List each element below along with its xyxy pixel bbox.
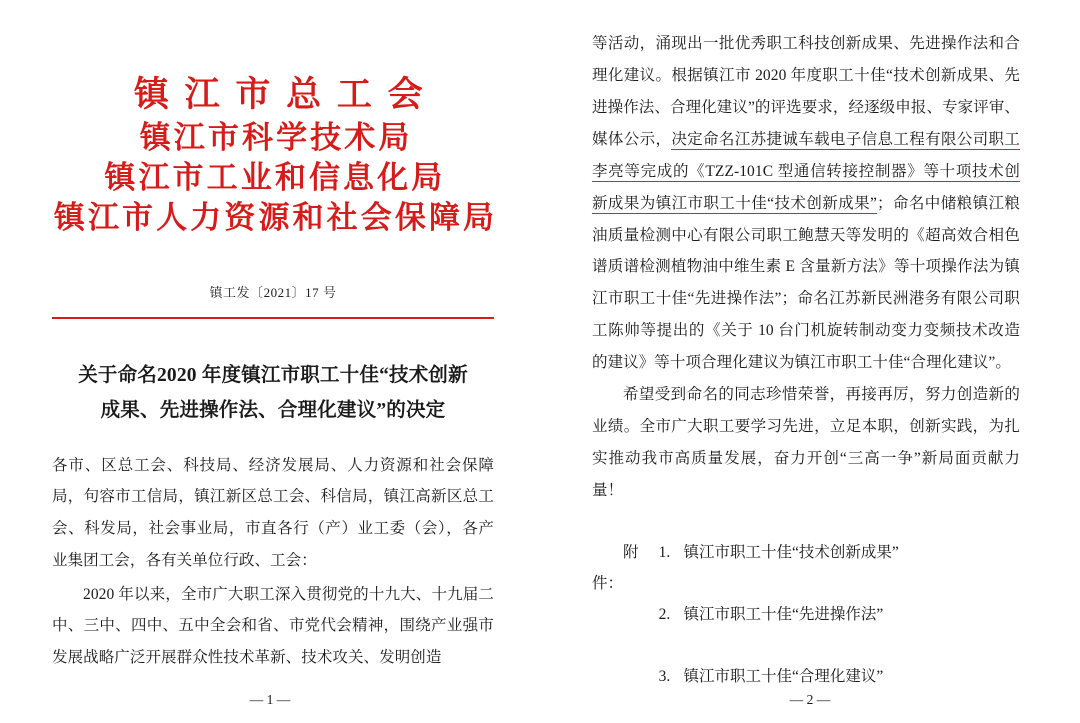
page-left <box>0 0 540 716</box>
letterhead-line-4: 镇江市人力资源和社会保障局 <box>53 200 498 236</box>
page-title <box>52 359 494 427</box>
attachment-item <box>592 599 1020 661</box>
red-divider <box>52 317 494 319</box>
body-paragraph-2-cont: ；命名中储粮镇江粮油质量检测中心有限公司职工鲍慧天等发明的《超高效合相色谱质谱检测植物油中维生素 E 含量新方法》等十项操作法为镇江市职工十佳“先进操作法”；命名江苏新民洲港务有限公司职工陈帅等提出的《关于 10 台门机旋转制动变力变频技术改造的建议》等十项合理化建议为镇江市职工十佳“合理化建议”。 <box>592 194 1021 372</box>
body-paragraph-3: 希望受到命名的同志珍惜荣誉，再接再厉，努力创造新的业绩。全市广大职工要学习先进，立足本职，创新实践，为扎实推动我市高质量发展，奋力开创“三高一争”新局面贡献力量！ <box>592 386 1020 499</box>
attachment-text: 镇江市职工十佳“合理化建议” <box>683 667 884 685</box>
letterhead <box>52 72 498 238</box>
attachment-number: 3. <box>658 667 671 685</box>
attachment-text: 镇江市职工十佳“技术创新成果” <box>683 543 899 561</box>
attachment-number: 1. <box>658 543 671 561</box>
body-paragraph-2-text: 等活动，涌现出一批优秀职工科技创新成果、先进操作法和合理化建议。根据镇江市 2020 年度职工十佳“技术创新成果、先进操作法、合理化建议”的评选要求，经逐级申报、专家评审、媒体公示， <box>592 35 1020 148</box>
letterhead-line-3: 镇江市工业和信息化局 <box>104 159 446 195</box>
attachment-item <box>592 537 1020 599</box>
document-number: 镇工发〔2021〕17 号 <box>209 285 337 301</box>
addressee-paragraph: 各市、区总工会、科技局、经济发展局、人力资源和社会保障局，句容市工信局，镇江新区总工会、科信局，镇江高新区总工会、科发局，社会事业局，市直各行（产）业工委（会），各产业集团工会，各有关单位行政、工会： <box>52 456 494 569</box>
body-paragraph-1: 2020 年以来，全市广大职工深入贯彻党的十九大、十九届二中、三中、四中、五中全会和省、市党代会精神，围绕产业强市发展战略广泛开展群众性技术革新、技术攻关、发明创造 <box>52 585 494 667</box>
page-number-right: — 2 — <box>789 692 831 707</box>
attachment-text: 镇江市职工十佳“先进操作法” <box>683 605 884 623</box>
page-number-left: — 1 — <box>249 692 291 707</box>
letterhead-line-1: 镇 江 市 总 工 会 <box>133 75 427 114</box>
page-right <box>540 0 1080 716</box>
attachment-label: 附件： <box>592 543 639 592</box>
page-title-line-1: 关于命名2020 年度镇江市职工十佳“技术创新 <box>78 365 468 387</box>
body-paragraph-2 <box>592 28 1020 379</box>
page-title-line-2: 成果、先进操作法、合理化建议”的决定 <box>100 399 446 421</box>
letterhead-line-2: 镇江市科学技术局 <box>139 119 413 155</box>
highlighted-passage: 决定命名江苏捷诚车载电子信息工程有限公司职工李亮等完成的《TZZ-101C 型通信转接控制器》等十项技术创新成果为镇江市职工十佳“技术创新成果” <box>592 130 1020 212</box>
attachment-number: 2. <box>658 605 671 623</box>
